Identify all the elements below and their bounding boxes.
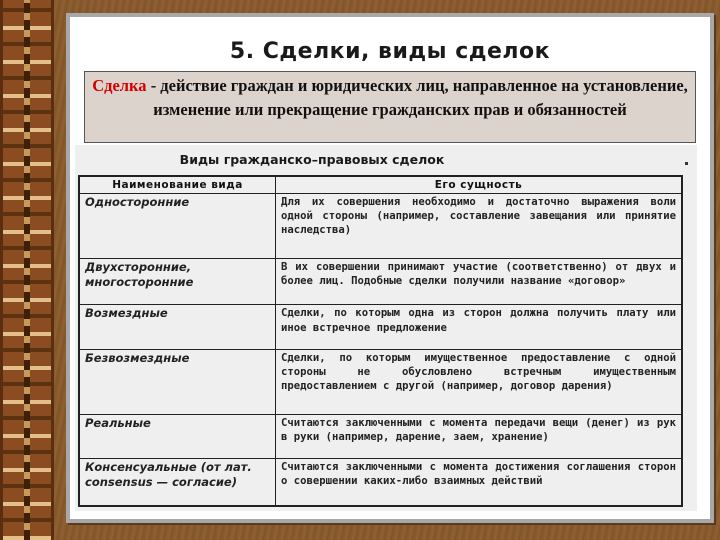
table-caption: Виды гражданско–правовых сделок [179, 152, 445, 167]
definition-box [84, 71, 696, 143]
row-essence: Сделки, по которым имущественное предоставление с одной стороны не обусловлено встречным имущественным предоставлением с другой (например, договор дарения) [276, 349, 683, 414]
row-essence: Считаются заключенными с момента достижения соглашения сторон о совершении каких-либо взаимных действий [276, 459, 683, 507]
table-row [79, 349, 682, 414]
deals-table [78, 175, 683, 507]
table-row [79, 258, 682, 305]
slide [66, 13, 714, 523]
row-type: Безвозмездные [79, 349, 276, 414]
definition-term: Сделка [92, 76, 147, 95]
row-essence: Для их совершения необходимо и достаточно выражения воли одной стороны (например, составление завещания или принятие наследства) [276, 194, 683, 259]
scanned-table-image [75, 145, 697, 511]
decorative-sidebar [0, 0, 54, 540]
row-essence: В их совершении принимают участие (соответственно) от двух и более лиц. Подобные сделки получили название «договор» [276, 258, 683, 305]
table-row [79, 414, 682, 459]
scan-speck [685, 162, 688, 165]
row-type: Возмездные [79, 305, 276, 350]
definition-text: - действие граждан и юридических лиц, направленное на установление, изменение или прекращение гражданских прав и обязанностей [146, 76, 688, 119]
sidebar-stripe [24, 0, 30, 540]
header-essence: Его сущность [276, 176, 683, 194]
row-essence: Сделки, по которым одна из сторон должна получить плату или иное встречное предложение [276, 305, 683, 350]
row-type: Односторонние [79, 194, 276, 259]
table-row [79, 459, 682, 507]
row-essence: Считаются заключенными с момента передачи вещи (денег) из рук в руки (например, дарение, заем, хранение) [276, 414, 683, 459]
row-type: Консенсуальные (от лат. consensus — согласие) [79, 459, 276, 507]
table-row [79, 305, 682, 350]
header-type: Наименование вида [79, 176, 276, 194]
table-header-row [79, 176, 682, 194]
row-type: Двухсторонние, многосторонние [79, 258, 276, 305]
table-row [79, 194, 682, 259]
slide-title: 5. Сделки, виды сделок [229, 39, 551, 64]
row-type: Реальные [79, 414, 276, 459]
